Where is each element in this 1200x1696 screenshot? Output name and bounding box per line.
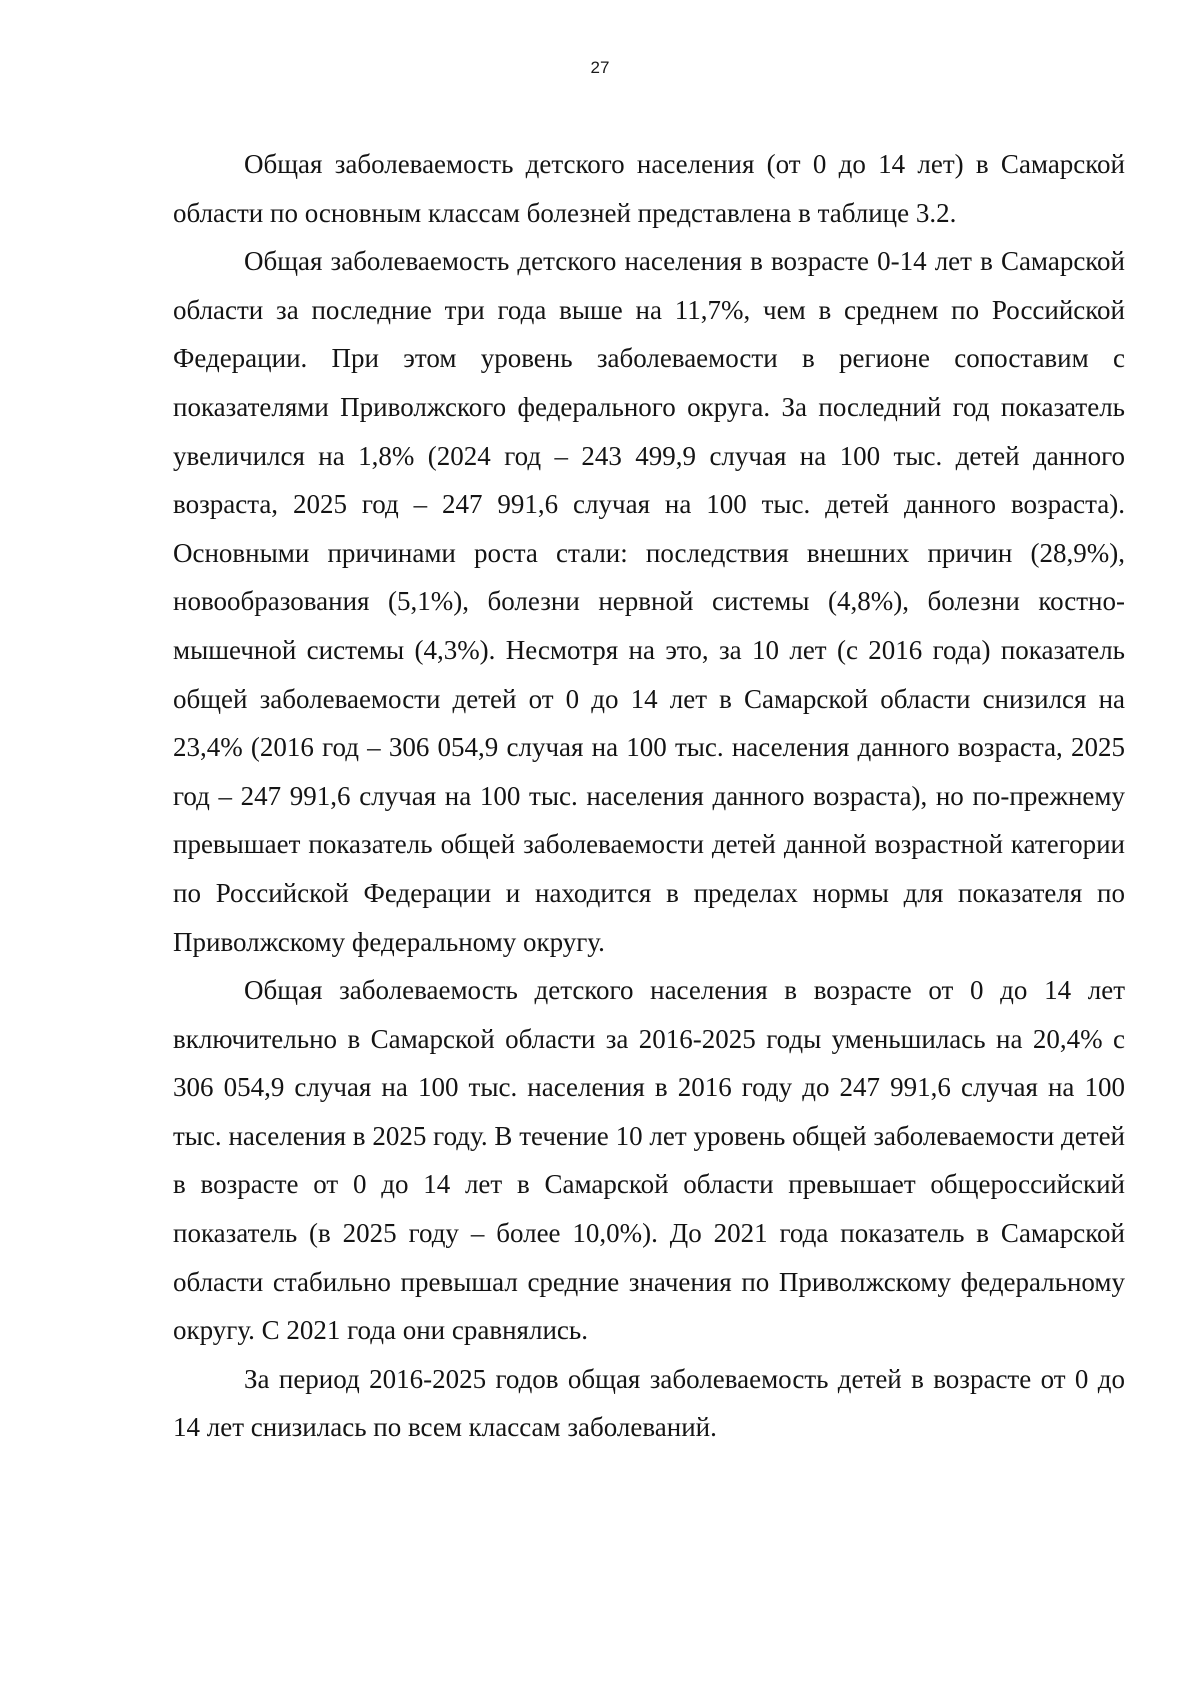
paragraph-morbidity-comparison: Общая заболеваемость детского населения в возрасте 0-14 лет в Самарской области за последние три года выше на 11,7%, чем в среднем по Российской Федерации. При этом уровень заболеваемости в регионе сопоставим с показателями Приволжского федерального округа. За последний год показатель увеличился на 1,8% (2024 год – 243 499,9 случая на 100 тыс. детей данного возраста, 2025 год – 247 991,6 случая на 100 тыс. детей данного возраста). Основными причинами роста стали: последствия внешних причин (28,9%), новообразования (5,1%), болезни нервной системы (4,8%), болезни костно-мышечной системы (4,3%). Несмотря на это, за 10 лет (с 2016 года) показатель общей заболеваемости детей от 0 до 14 лет в Самарской области снизился на 23,4% (2016 год – 306 054,9 случая на 100 тыс. населения данного возраста, 2025 год – 247 991,6 случая на 100 тыс. населения данного возраста), но по-прежнему превышает показатель общей заболеваемости детей данной возрастной категории по Российской Федерации и находится в пределах нормы для показателя по Приволжскому федеральному округу. (173, 246, 1125, 957)
paragraph-class-decline: За период 2016-2025 годов общая заболеваемость детей в возрасте от 0 до 14 лет снизилась по всем классам заболеваний. (173, 1363, 1125, 1443)
document-body (173, 140, 1125, 1452)
paragraph-ten-year-trend: Общая заболеваемость детского населения в возрасте от 0 до 14 лет включительно в Самарской области за 2016-2025 годы уменьшилась на 20,4% с 306 054,9 случая на 100 тыс. населения в 2016 году до 247 991,6 случая на 100 тыс. населения в 2025 году. В течение 10 лет уровень общей заболеваемости детей в возрасте от 0 до 14 лет в Самарской области превышает общероссийский показатель (в 2025 году – более 10,0%). До 2021 года показатель в Самарской области стабильно превышал средние значения по Приволжскому федеральному округу. С 2021 года они сравнялись. (173, 975, 1125, 1346)
paragraph-table-reference: Общая заболеваемость детского населения (от 0 до 14 лет) в Самарской области по основным классам болезней представлена в таблице 3.2. (173, 149, 1125, 228)
page-number: 27 (590, 58, 610, 77)
